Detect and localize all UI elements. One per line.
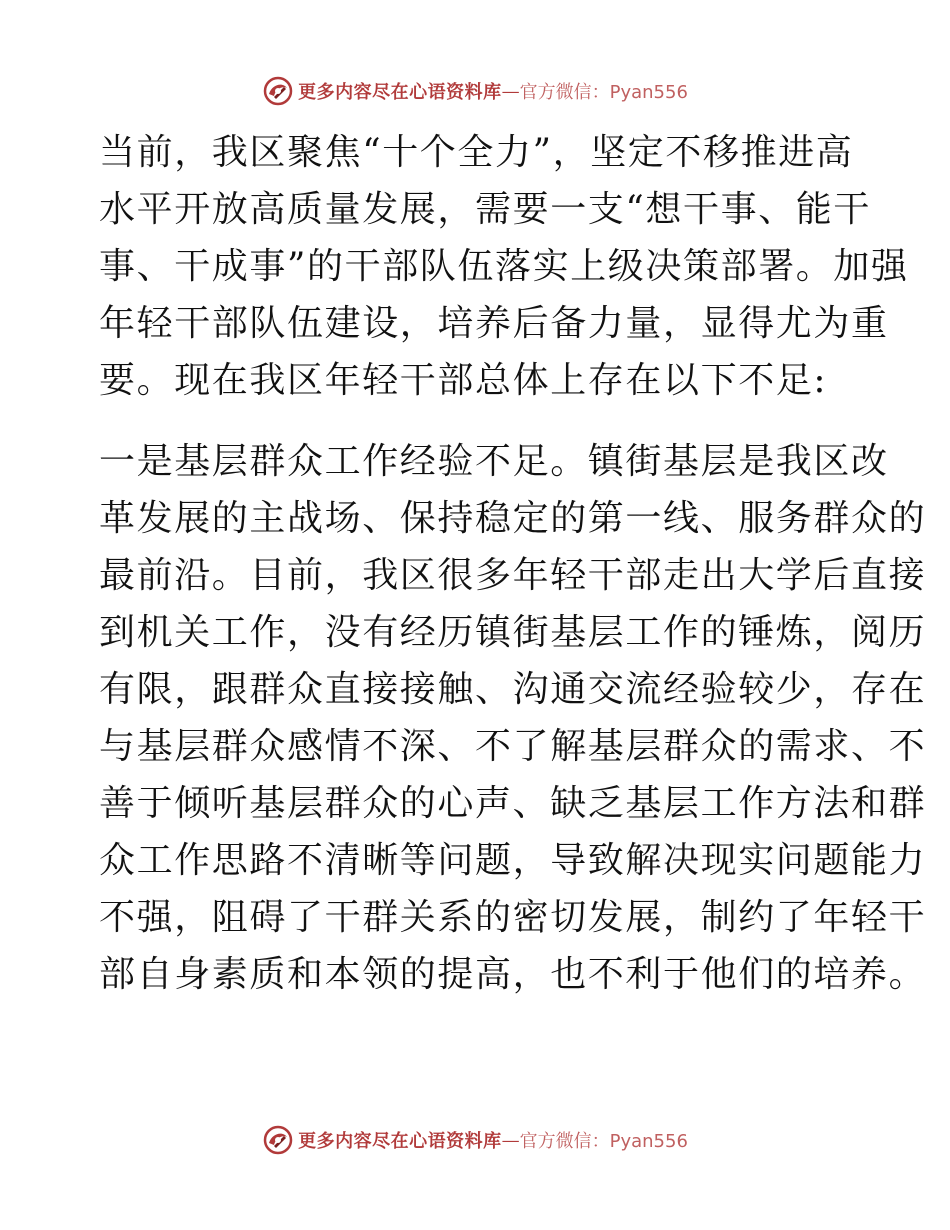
text-line: 要。现在我区年轻干部总体上存在以下不足: [99,360,828,401]
text-line: 与基层群众感情不深、不了解基层群众的需求、不 [99,726,927,767]
swirl-logo-icon [262,1124,294,1156]
swirl-logo-icon [262,75,294,107]
watermark-dash: — [501,80,520,102]
watermark-title: 更多内容尽在心语资料库 [298,1131,502,1152]
text-line: 到机关工作，没有经历镇街基层工作的锤炼，阅历 [99,612,927,653]
text-line: 最前沿。目前，我区很多年轻干部走出大学后直接 [99,555,927,596]
text-line: 年轻干部队伍建设，培养后备力量，显得尤为重 [99,303,889,344]
text-line: 众工作思路不清晰等问题，导致解决现实问题能力 [99,840,927,881]
text-line: 不强，阻碍了干群关系的密切发展，制约了年轻干 [99,897,927,938]
text-line: 善于倾听基层群众的心声、缺乏基层工作方法和群 [99,783,927,824]
watermark-wechat: 官方微信：Pyan556 [519,1131,688,1152]
header-watermark [0,71,950,111]
document-body [99,124,927,1003]
watermark-dash: — [501,1129,520,1151]
watermark-title: 更多内容尽在心语资料库 [298,82,502,103]
paragraph-1 [99,124,909,409]
text-line: 革发展的主战场、保持稳定的第一线、服务群众的 [99,498,927,539]
paragraph-2 [99,433,927,1003]
text-line: 有限，跟群众直接接触、沟通交流经验较少，存在 [99,669,927,710]
text-line: 一是基层群众工作经验不足。镇街基层是我区改 [99,441,889,482]
watermark-wechat: 官方微信：Pyan556 [519,82,688,103]
text-line: 水平开放高质量发展，需要一支“想干事、能干 [99,189,872,230]
text-line: 当前，我区聚焦“十个全力”，坚定不移推进高 [99,132,854,173]
text-line: 部自身素质和本领的提高，也不利于他们的培养。 [99,954,927,995]
text-line: 事、干成事”的干部队伍落实上级决策部署。加强 [99,246,909,287]
footer-watermark [0,1120,950,1160]
